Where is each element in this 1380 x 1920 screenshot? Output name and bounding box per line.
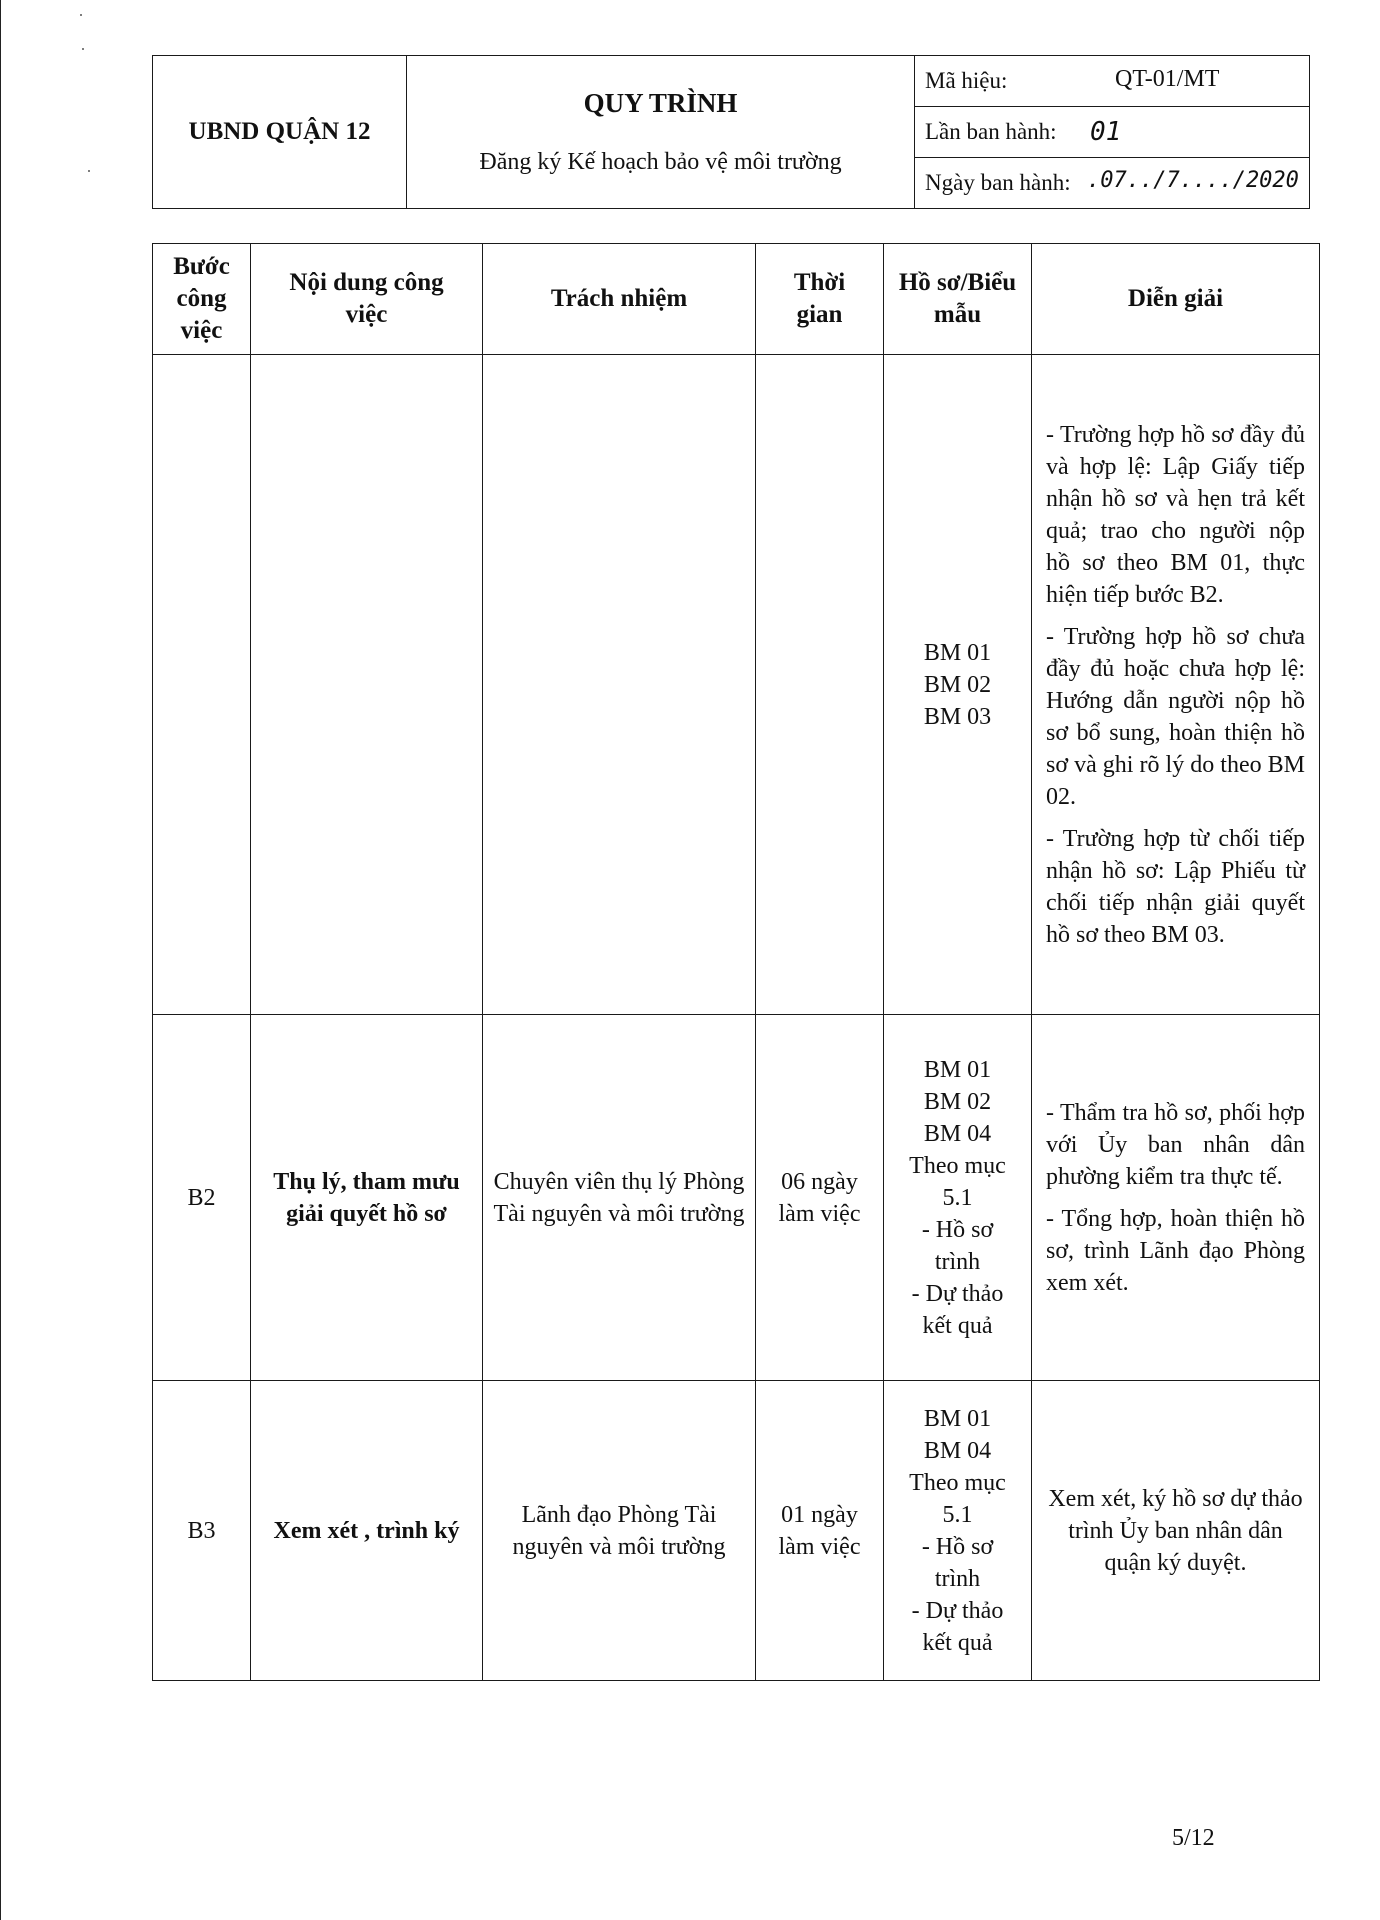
date-value: .07../7..../2020 — [1087, 168, 1299, 193]
explain-paragraph: Xem xét, ký hồ sơ dự thảo trình Ủy ban nhân dân quận ký duyệt. — [1048, 1485, 1303, 1576]
form-ref: BM 02 — [923, 1088, 992, 1115]
document-header — [152, 55, 1310, 209]
table-row — [153, 1381, 1320, 1681]
form-ref: Theo mục — [909, 1469, 1006, 1496]
responsibility-cell: Chuyên viên thụ lý Phòng Tài nguyên và môi trường — [483, 1015, 756, 1381]
col-header-step: Bước công việc — [153, 244, 251, 355]
forms-cell — [884, 1381, 1032, 1681]
form-ref: BM 04 — [923, 1437, 992, 1464]
col-header-forms: Hồ sơ/Biểu mẫu — [884, 244, 1032, 355]
form-ref: - Dự thảo — [911, 1280, 1004, 1307]
time-cell — [756, 355, 884, 1015]
page-edge — [0, 0, 1, 1920]
explain-cell — [1032, 1015, 1320, 1381]
table-header-row — [153, 244, 1320, 355]
form-ref: Theo mục — [909, 1152, 1006, 1179]
content-cell: Thụ lý, tham mưu giải quyết hồ sơ — [251, 1015, 483, 1381]
time-cell: 06 ngày làm việc — [756, 1015, 884, 1381]
form-ref: BM 01 — [923, 639, 992, 666]
explain-cell — [1032, 355, 1320, 1015]
table-row — [153, 1015, 1320, 1381]
scan-speck — [88, 170, 90, 172]
date-label: Ngày ban hành: — [925, 170, 1071, 195]
issue-label: Lần ban hành: — [925, 119, 1057, 144]
col-header-responsibility: Trách nhiệm — [483, 244, 756, 355]
explain-cell — [1032, 1381, 1320, 1681]
responsibility-cell: Lãnh đạo Phòng Tài nguyên và môi trường — [483, 1381, 756, 1681]
responsibility-cell — [483, 355, 756, 1015]
col-header-content: Nội dung công việc — [251, 244, 483, 355]
form-ref: BM 01 — [923, 1056, 992, 1083]
col-header-explain: Diễn giải — [1032, 244, 1320, 355]
form-ref: - Dự thảo — [911, 1597, 1004, 1624]
step-cell: B3 — [153, 1381, 251, 1681]
scan-speck — [80, 14, 82, 16]
table-row — [153, 355, 1320, 1015]
form-ref: kết quả — [922, 1629, 993, 1656]
code-label: Mã hiệu: — [925, 68, 1008, 93]
forms-cell — [884, 355, 1032, 1015]
form-ref: 5.1 — [942, 1184, 973, 1211]
procedure-title: QUY TRÌNH — [583, 88, 738, 118]
code-cell — [915, 56, 1310, 107]
explain-paragraph: - Tổng hợp, hoàn thiện hồ sơ, trình Lãnh đạo Phòng xem xét. — [1046, 1205, 1305, 1296]
procedure-table — [152, 243, 1320, 1681]
issue-value: 01 — [1090, 117, 1122, 147]
form-ref: kết quả — [922, 1312, 993, 1339]
forms-cell — [884, 1015, 1032, 1381]
procedure-title-cell — [407, 56, 915, 209]
col-header-time: Thời gian — [756, 244, 884, 355]
code-value: QT-01/MT — [1115, 66, 1220, 92]
form-ref: BM 01 — [923, 1405, 992, 1432]
step-cell: B2 — [153, 1015, 251, 1381]
form-ref: BM 04 — [923, 1120, 992, 1147]
page-number: 5/12 — [1172, 1825, 1215, 1851]
content-cell — [251, 355, 483, 1015]
step-cell — [153, 355, 251, 1015]
explain-paragraph: - Trường hợp từ chối tiếp nhận hồ sơ: Lập Phiếu từ chối tiếp nhận giải quyết hồ sơ theo BM 03. — [1046, 825, 1305, 948]
explain-paragraph: - Trường hợp hồ sơ chưa đầy đủ hoặc chưa hợp lệ: Hướng dẫn người nộp hồ sơ bổ sung, hoàn thiện hồ sơ và ghi rõ lý do theo BM 02. — [1046, 623, 1305, 810]
form-ref: BM 03 — [923, 703, 992, 730]
procedure-subtitle: Đăng ký Kế hoạch bảo vệ môi trường — [479, 149, 842, 175]
explain-paragraph: - Trường hợp hồ sơ đầy đủ và hợp lệ: Lập Giấy tiếp nhận hồ sơ và hẹn trả kết quả; trao cho người nộp hồ sơ theo BM 01, thực hiện tiếp bước B2. — [1046, 421, 1305, 608]
organization-name: UBND QUẬN 12 — [153, 56, 407, 209]
form-ref: - Hồ sơ — [921, 1216, 994, 1243]
explain-paragraph: - Thẩm tra hồ sơ, phối hợp với Ủy ban nhân dân phường kiểm tra thực tế. — [1046, 1099, 1305, 1190]
scan-speck — [82, 48, 84, 50]
form-ref: trình — [934, 1248, 981, 1275]
time-cell: 01 ngày làm việc — [756, 1381, 884, 1681]
form-ref: trình — [934, 1565, 981, 1592]
content-cell: Xem xét , trình ký — [251, 1381, 483, 1681]
form-ref: - Hồ sơ — [921, 1533, 994, 1560]
issue-cell — [915, 107, 1310, 158]
form-ref: 5.1 — [942, 1501, 973, 1528]
form-ref: BM 02 — [923, 671, 992, 698]
date-cell — [915, 158, 1310, 209]
